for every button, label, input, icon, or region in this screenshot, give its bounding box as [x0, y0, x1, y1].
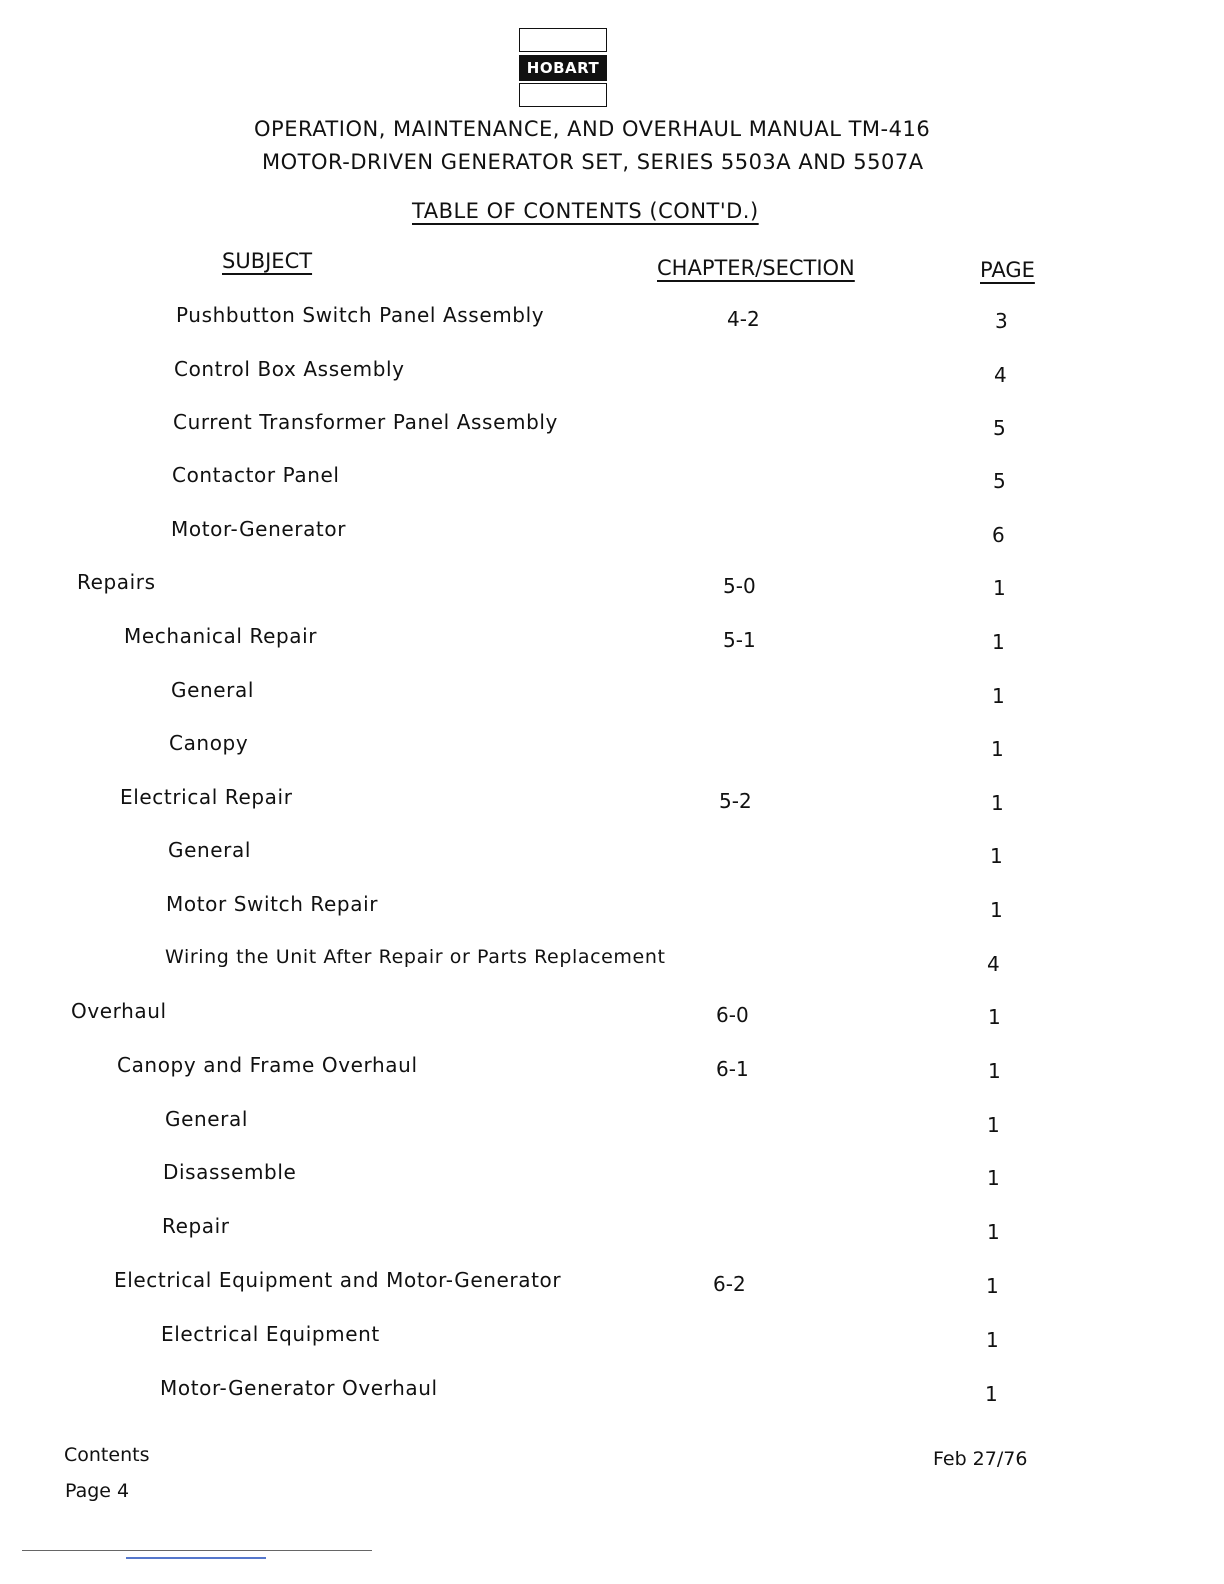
column-header-chapter: CHAPTER/SECTION — [657, 256, 855, 280]
toc-entry-subject: Motor-Generator Overhaul — [160, 1376, 438, 1400]
toc-entry-subject: General — [168, 838, 252, 862]
toc-entry-subject: Repairs — [77, 570, 156, 594]
toc-heading: TABLE OF CONTENTS (CONT'D.) — [412, 199, 759, 223]
toc-entry-page: 1 — [987, 1166, 1000, 1190]
toc-entry-page: 1 — [986, 1328, 999, 1352]
toc-entry-page: 3 — [995, 309, 1008, 333]
toc-entry-subject: Contactor Panel — [172, 463, 340, 487]
toc-entry-subject: Control Box Assembly — [174, 357, 405, 381]
column-header-page: PAGE — [980, 258, 1035, 282]
toc-entry-chapter: 6-0 — [716, 1003, 749, 1027]
toc-entry — [0, 892, 1224, 922]
toc-entry — [0, 1214, 1224, 1244]
toc-entry-subject: Repair — [162, 1214, 230, 1238]
toc-entry-page: 1 — [985, 1382, 998, 1406]
toc-entry-page: 1 — [990, 844, 1003, 868]
toc-entry — [0, 731, 1224, 761]
toc-entry-subject: Pushbutton Switch Panel Assembly — [176, 303, 545, 327]
hobart-logo — [519, 28, 607, 106]
toc-entry-page: 4 — [987, 952, 1000, 976]
manual-title: OPERATION, MAINTENANCE, AND OVERHAUL MANUAL TM-416 — [254, 117, 931, 141]
toc-entry-chapter: 5-0 — [723, 574, 756, 598]
toc-entry-subject: Motor-Generator — [171, 517, 347, 541]
toc-entry-page: 1 — [986, 1274, 999, 1298]
page-bottom-accent-line — [126, 1557, 266, 1559]
toc-entry — [0, 517, 1224, 547]
toc-entry — [0, 1107, 1224, 1137]
column-header-subject: SUBJECT — [222, 249, 313, 273]
toc-entry-page: 1 — [991, 791, 1004, 815]
toc-entry — [0, 838, 1224, 868]
toc-entry-subject: General — [165, 1107, 249, 1131]
toc-entry-subject: Disassemble — [163, 1160, 297, 1184]
toc-entry-subject: Wiring the Unit After Repair or Parts Replacement — [165, 946, 666, 968]
logo-frame-bottom — [519, 83, 607, 107]
toc-entry-subject: Mechanical Repair — [124, 624, 318, 648]
toc-entry — [0, 624, 1224, 654]
toc-entry-page: 1 — [992, 630, 1005, 654]
toc-entry — [0, 357, 1224, 387]
toc-entry-chapter: 4-2 — [727, 307, 760, 331]
toc-entry — [0, 1268, 1224, 1298]
footer-page-number: Page 4 — [65, 1480, 130, 1502]
toc-entry-page: 1 — [988, 1005, 1001, 1029]
page-bottom-rule — [22, 1550, 372, 1551]
toc-entry-chapter: 6-2 — [713, 1272, 746, 1296]
toc-entry-page: 1 — [991, 737, 1004, 761]
toc-entry-chapter: 5-2 — [719, 789, 752, 813]
toc-entry-page: 1 — [992, 684, 1005, 708]
toc-entry-page: 1 — [993, 576, 1006, 600]
toc-entry-page: 4 — [994, 363, 1007, 387]
toc-entry-page: 1 — [987, 1220, 1000, 1244]
toc-entry — [0, 1322, 1224, 1352]
toc-entry-subject: Electrical Repair — [120, 785, 293, 809]
manual-subtitle: MOTOR-DRIVEN GENERATOR SET, SERIES 5503A AND 5507A — [262, 150, 924, 174]
toc-entry-chapter: 5-1 — [723, 628, 756, 652]
toc-entry — [0, 678, 1224, 708]
toc-entry-page: 6 — [992, 523, 1005, 547]
toc-entry-page: 5 — [993, 469, 1006, 493]
toc-entry-chapter: 6-1 — [716, 1057, 749, 1081]
toc-entry — [0, 1376, 1224, 1406]
toc-entry-subject: Current Transformer Panel Assembly — [173, 410, 558, 434]
toc-entry — [0, 463, 1224, 493]
footer-date: Feb 27/76 — [933, 1448, 1028, 1470]
toc-entry-page: 5 — [993, 416, 1006, 440]
toc-entry-page: 1 — [990, 898, 1003, 922]
toc-entry-subject: Electrical Equipment and Motor-Generator — [114, 1268, 562, 1292]
toc-entry-subject: General — [171, 678, 255, 702]
toc-entry — [0, 410, 1224, 440]
toc-entry-page: 1 — [988, 1059, 1001, 1083]
footer-section-label: Contents — [64, 1444, 150, 1466]
toc-entry — [0, 946, 1224, 976]
toc-entry-subject: Canopy and Frame Overhaul — [117, 1053, 418, 1077]
toc-entry — [0, 785, 1224, 815]
toc-entry-page: 1 — [987, 1113, 1000, 1137]
toc-entry — [0, 303, 1224, 333]
logo-text: HOBART — [519, 55, 607, 81]
toc-entry-subject: Motor Switch Repair — [166, 892, 379, 916]
toc-entry — [0, 999, 1224, 1029]
toc-entry-subject: Canopy — [169, 731, 249, 755]
toc-entry — [0, 570, 1224, 600]
toc-entry-subject: Overhaul — [71, 999, 167, 1023]
toc-entry — [0, 1053, 1224, 1083]
logo-frame-top — [519, 28, 607, 52]
toc-entry — [0, 1160, 1224, 1190]
toc-entry-subject: Electrical Equipment — [161, 1322, 380, 1346]
